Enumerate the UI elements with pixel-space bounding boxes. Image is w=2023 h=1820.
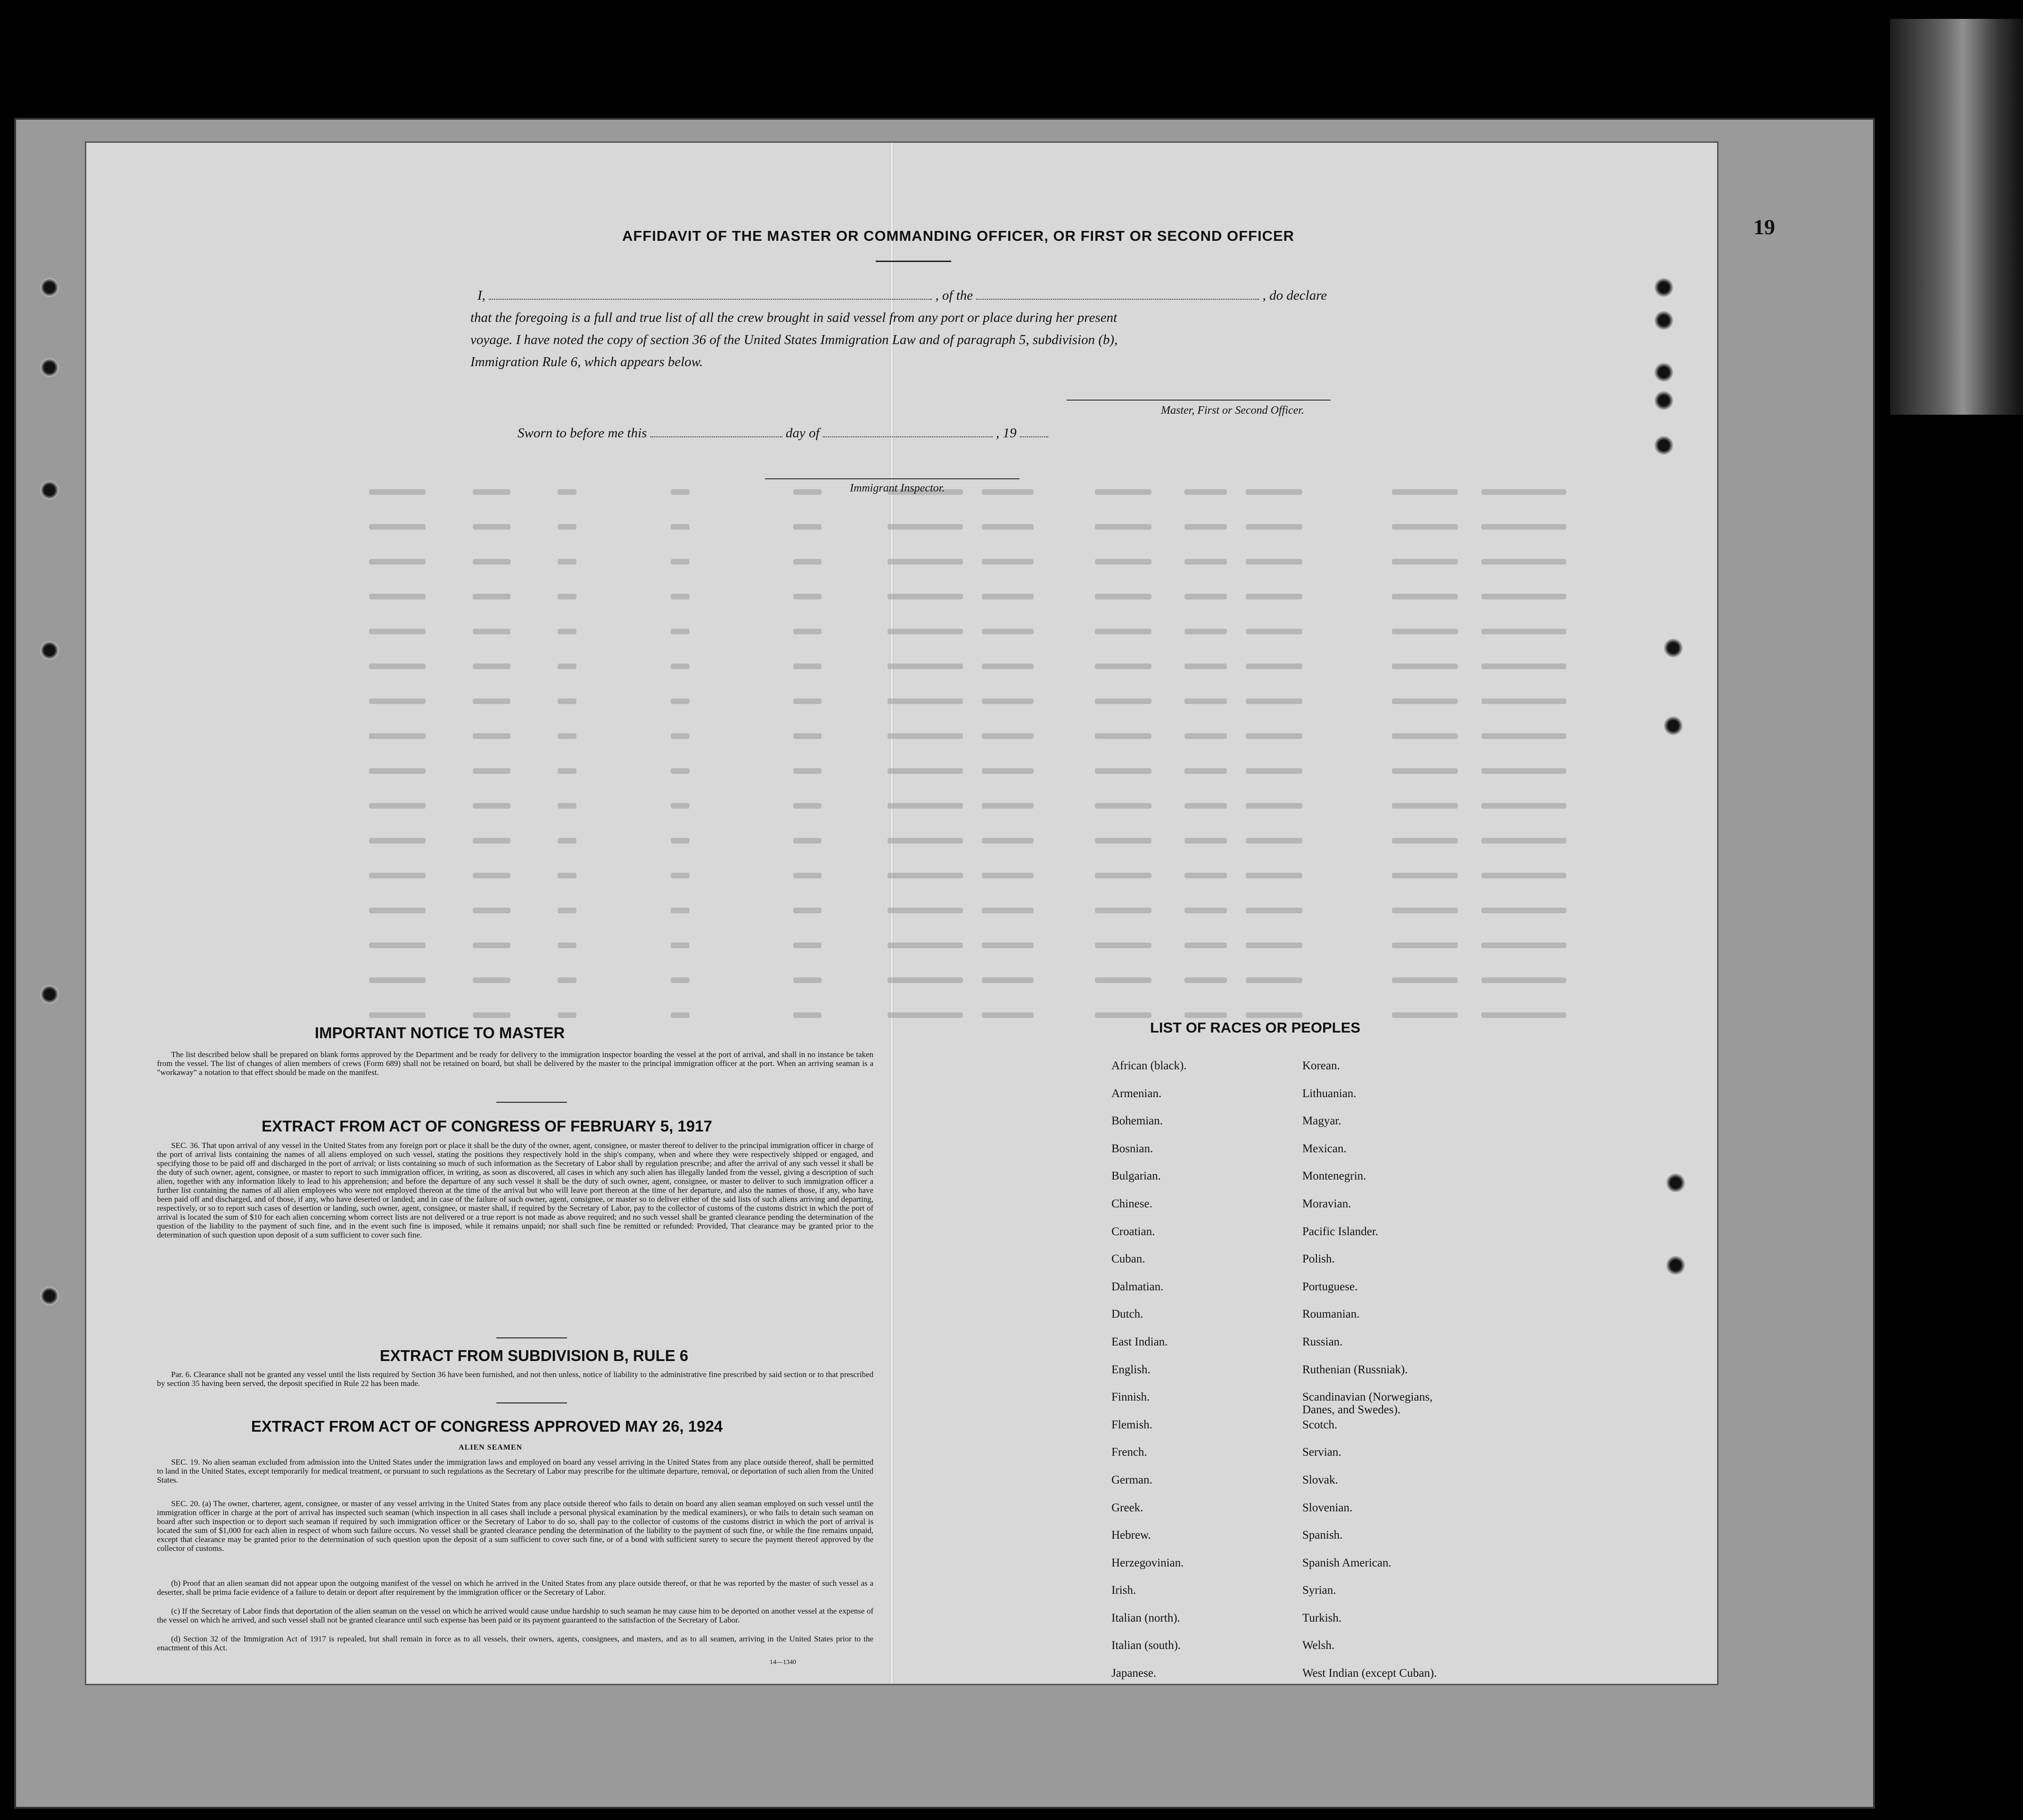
bleed-through-mark xyxy=(1184,594,1227,599)
bleed-through-mark xyxy=(1246,838,1302,844)
bleed-through-mark xyxy=(671,733,690,739)
race-item: African (black). xyxy=(1111,1059,1187,1072)
affidavit-of-the: , of the xyxy=(935,288,973,303)
binder-edge xyxy=(1890,19,2023,415)
notice-title: IMPORTANT NOTICE TO MASTER xyxy=(314,1024,565,1041)
bleed-through-mark xyxy=(1246,664,1302,669)
bleed-through-mark xyxy=(793,803,822,809)
bleed-through-mark xyxy=(1481,838,1566,844)
bleed-through-mark xyxy=(1095,559,1151,565)
bleed-through-mark xyxy=(888,977,963,983)
bleed-through-mark xyxy=(1095,1012,1151,1018)
bleed-through-mark xyxy=(1184,943,1227,948)
bleed-through-mark xyxy=(982,698,1034,704)
bleed-through-mark xyxy=(473,629,510,634)
bleed-through-mark xyxy=(671,524,690,530)
bleed-through-mark xyxy=(982,1012,1034,1018)
bleed-through-mark xyxy=(1481,803,1566,809)
sworn-month-blank xyxy=(823,436,993,437)
bleed-through-mark xyxy=(558,664,576,669)
bleed-through-mark xyxy=(473,733,510,739)
race-item: West Indian (except Cuban). xyxy=(1302,1667,1437,1680)
punch-hole xyxy=(1654,278,1673,297)
bleed-through-mark xyxy=(1481,594,1566,599)
bleed-through-mark xyxy=(1481,559,1566,565)
bleed-through-mark xyxy=(982,733,1034,739)
document-page xyxy=(85,141,1719,1685)
inspector-signature-line xyxy=(765,478,1020,479)
bleed-through-mark xyxy=(793,664,822,669)
bleed-through-mark xyxy=(1246,559,1302,565)
bleed-through-mark xyxy=(558,768,576,774)
race-item: Mexican. xyxy=(1302,1142,1347,1155)
extract-rule6-text: Par. 6. Clearance shall not be granted any vessel until the lists required by Section 36 have been furnished, and not then unless, notice of liability to the administrative fine prescribed by said section or to that prescribed by section 35 having been served, the deposit specified in Rule 22 has been made. xyxy=(157,1370,873,1388)
bleed-through-mark xyxy=(1095,768,1151,774)
bleed-through-mark xyxy=(1481,873,1566,878)
bleed-through-mark xyxy=(982,594,1034,599)
bleed-through-mark xyxy=(793,698,822,704)
race-item: Slovenian. xyxy=(1302,1501,1353,1514)
race-item: Syrian. xyxy=(1302,1584,1336,1597)
bleed-through-mark xyxy=(473,594,510,599)
bleed-through-mark xyxy=(558,838,576,844)
bleed-through-mark xyxy=(473,977,510,983)
race-item: Bulgarian. xyxy=(1111,1170,1161,1183)
bleed-through-mark xyxy=(1392,664,1458,669)
bleed-through-mark xyxy=(982,489,1034,495)
bleed-through-mark xyxy=(1095,594,1151,599)
bleed-through-mark xyxy=(1184,559,1227,565)
bleed-through-mark xyxy=(793,873,822,878)
bleed-through-mark xyxy=(1184,908,1227,913)
officer-caption: Master, First or Second Officer. xyxy=(1161,404,1304,417)
bleed-through-mark xyxy=(1184,524,1227,530)
race-item: Scandinavian (Norwegians, Danes, and Swedes). xyxy=(1302,1391,1433,1417)
bleed-through-mark xyxy=(1392,698,1458,704)
bleed-through-mark xyxy=(1481,1012,1566,1018)
bleed-through-mark xyxy=(671,768,690,774)
bleed-through-mark xyxy=(1481,629,1566,634)
sec-19-text: SEC. 19. No alien seaman excluded from admission into the United States under the immigration laws and employed on board any vessel arriving in the United States from any place outside thereof, shall be permitted to land in the United States, except temporarily for medical treatment, or pursuant to such regulations as the Secretary of Labor may prescribe for the ultimate departure, removal, or deportation of such alien from the United States. xyxy=(157,1458,873,1484)
bleed-through-mark xyxy=(1246,1012,1302,1018)
bleed-through-mark xyxy=(671,489,690,495)
title-rule xyxy=(876,261,951,262)
race-item: Korean. xyxy=(1302,1059,1340,1072)
race-item: Montenegrin. xyxy=(1302,1170,1366,1183)
affidavit-i: I, xyxy=(477,288,485,303)
bleed-through-mark xyxy=(1392,594,1458,599)
bleed-through-mark xyxy=(888,629,963,634)
bleed-through-mark xyxy=(1246,733,1302,739)
bleed-through-mark xyxy=(558,943,576,948)
race-item: Irish. xyxy=(1111,1584,1136,1597)
bleed-through-mark xyxy=(558,524,576,530)
bleed-through-mark xyxy=(1184,838,1227,844)
bleed-through-mark xyxy=(1246,489,1302,495)
bleed-through-mark xyxy=(888,594,963,599)
bleed-through-mark xyxy=(888,838,963,844)
bleed-through-mark xyxy=(1246,977,1302,983)
bleed-through-mark xyxy=(369,524,426,530)
bleed-through-mark xyxy=(473,559,510,565)
bleed-through-mark xyxy=(1095,977,1151,983)
bleed-through-mark xyxy=(888,698,963,704)
race-item: Armenian. xyxy=(1111,1087,1162,1100)
bleed-through-mark xyxy=(369,698,426,704)
bleed-through-mark xyxy=(1392,977,1458,983)
sec-20a-text: SEC. 20. (a) The owner, charterer, agent, consignee, or master of any vessel arriving in the United States from any place outside thereof who fails to detain on board any alien seaman employed on such vessel until the immigration officer in charge at the port of arrival has inspected such seaman (which inspection in all cases shall include a personal physical examination by the medical examiners), or who fails to detain such seaman on board after such inspection or to deport such seaman if required by such immigration officer or the Secretary of Labor to do so, shall pay to the collector of customs of the customs district in which the port of arrival is located the sum of $1,000 for each alien in respect of whom such failure occurs. No vessel shall be granted clearance pending the determination of the liability to the payment of such fine, or while the fine remains unpaid, except that clearance may be granted prior to the determination of such question upon the deposit of a sum sufficient to cover such fine, or of a bond with sufficient surety to secure the payment thereof approved by the collector of customs. xyxy=(157,1499,873,1553)
race-item: Polish. xyxy=(1302,1253,1335,1266)
bleed-through-mark xyxy=(671,977,690,983)
bleed-through-mark xyxy=(1246,908,1302,913)
bleed-through-mark xyxy=(1095,489,1151,495)
bleed-through-mark xyxy=(369,559,426,565)
bleed-through-mark xyxy=(1246,698,1302,704)
bleed-through-mark xyxy=(1095,524,1151,530)
bleed-through-mark xyxy=(982,629,1034,634)
race-item: East Indian. xyxy=(1111,1335,1168,1348)
form-number: 14—1340 xyxy=(770,1659,796,1666)
race-item: Herzegovinian. xyxy=(1111,1556,1184,1569)
race-item: Welsh. xyxy=(1302,1639,1335,1652)
bleed-through-mark xyxy=(1392,943,1458,948)
race-item: French. xyxy=(1111,1446,1147,1459)
bleed-through-mark xyxy=(1392,489,1458,495)
bleed-through-mark xyxy=(671,803,690,809)
bleed-through-mark xyxy=(369,594,426,599)
punch-hole xyxy=(40,481,59,500)
bleed-through-mark xyxy=(793,629,822,634)
bleed-through-mark xyxy=(671,664,690,669)
race-item: Croatian. xyxy=(1111,1225,1155,1238)
bleed-through-mark xyxy=(369,977,426,983)
bleed-through-mark xyxy=(369,768,426,774)
bleed-through-mark xyxy=(473,838,510,844)
sworn-text: Sworn to before me this xyxy=(518,426,647,441)
race-item: German. xyxy=(1111,1473,1152,1486)
affidavit-line-2: that the foregoing is a full and true list of all the crew brought in said vessel from any port or place during her present xyxy=(470,310,1118,325)
bleed-through-mark xyxy=(558,698,576,704)
bleed-through-mark xyxy=(473,1012,510,1018)
bleed-through-mark xyxy=(671,559,690,565)
punch-hole xyxy=(1654,391,1673,410)
bleed-through-mark xyxy=(473,489,510,495)
bleed-through-mark xyxy=(1184,629,1227,634)
bleed-through-mark xyxy=(558,977,576,983)
bleed-through-mark xyxy=(1246,803,1302,809)
punch-hole xyxy=(1654,363,1673,382)
bleed-through-mark xyxy=(1481,943,1566,948)
bleed-through-mark xyxy=(1095,943,1151,948)
race-item: Lithuanian. xyxy=(1302,1087,1357,1100)
bleed-through-mark xyxy=(1392,559,1458,565)
bleed-through-mark xyxy=(1184,733,1227,739)
inspector-caption: Immigrant Inspector. xyxy=(850,482,945,494)
bleed-through-mark xyxy=(982,559,1034,565)
race-item: Bosnian. xyxy=(1111,1142,1153,1155)
bleed-through-mark xyxy=(1481,489,1566,495)
bleed-through-mark xyxy=(369,873,426,878)
affidavit-line-4: Immigration Rule 6, which appears below. xyxy=(470,354,703,369)
bleed-through-mark xyxy=(558,629,576,634)
bleed-through-mark xyxy=(1246,873,1302,878)
sworn-year-blank xyxy=(1020,436,1048,437)
bleed-through-mark xyxy=(671,629,690,634)
race-item: Flemish. xyxy=(1111,1418,1152,1431)
race-item: Slovak. xyxy=(1302,1473,1338,1486)
bleed-through-mark xyxy=(1481,733,1566,739)
bleed-through-mark xyxy=(888,873,963,878)
extract-rule6-rule xyxy=(496,1402,567,1403)
bleed-through-mark xyxy=(793,977,822,983)
bleed-through-mark xyxy=(982,524,1034,530)
bleed-through-mark xyxy=(1392,838,1458,844)
bleed-through-mark xyxy=(1246,943,1302,948)
bleed-through-mark xyxy=(1392,1012,1458,1018)
punch-hole xyxy=(1654,311,1673,330)
bleed-through-mark xyxy=(1481,698,1566,704)
bleed-through-mark xyxy=(558,908,576,913)
bleed-through-mark xyxy=(1392,524,1458,530)
bleed-through-mark xyxy=(982,768,1034,774)
race-item: Bohemian. xyxy=(1111,1115,1163,1128)
race-item: Scotch. xyxy=(1302,1418,1338,1431)
extract-1917-text: SEC. 36. That upon arrival of any vessel in the United States from any foreign port or place it shall be the duty of the owner, agent, consignee, or master thereof to deliver to the principal immigration officer in charge of the port of arrival lists containing the names of all aliens employed on such vessel, stating the positions they respectively hold in the ship's company, when and where they were respectively shipped or engaged, and specifying those to be paid off and discharged in the port of arrival; or lists containing so much of such information as the Secretary of Labor shall by regulation prescribe; and after the arrival of any such vessel it shall be the duty of such owner, agent, consignee, or master to report to such immigration officer, in writing, as soon as discovered, all cases in which any such alien has illegally landed from the vessel, giving a description of such alien, together with any information likely to lead to his apprehension; and before the departure of any such vessel it shall be the duty of such owner, agent, consignee, or master to deliver to such immigration officer a further list containing the names of all alien employees who were not employed thereon at the time of the arrival but who will leave port thereon at the time of her departure, and also the names of those, if any, who have been paid off and discharged, and of those, if any, who have deserted or landed; and in case of the failure of such owner, agent, consignee, or master so to deliver either of the said lists of such aliens arriving and departing, respectively, or so to report such cases of desertion or landing, such owner, agent, consignee, or master shall, if required by the Secretary of Labor, pay to the collector of customs of the customs district in which the port of arrival is located the sum of $10 for each alien concerning whom correct lists are not delivered or a true report is not made as above required; and no such vessel shall be granted clearance pending the determination of the question of the liability to the payment of such fine, and in the event such fine is imposed, while it remains unpaid; nor shall such fine be remitted or refunded: Provided, That clearance may be granted prior to the determination of such question upon deposit of a sum sufficient to cover such fine. xyxy=(157,1141,873,1239)
races-right-column xyxy=(1302,1059,1437,1685)
punch-hole xyxy=(40,641,59,660)
bleed-through-mark xyxy=(793,559,822,565)
bleed-through-mark xyxy=(1246,768,1302,774)
race-item: Dutch. xyxy=(1111,1308,1143,1321)
bleed-through-mark xyxy=(982,908,1034,913)
bleed-through-mark xyxy=(1095,698,1151,704)
bleed-through-mark xyxy=(473,943,510,948)
extract-1917-rule xyxy=(496,1337,567,1338)
bleed-through-mark xyxy=(369,838,426,844)
race-item: Roumanian. xyxy=(1302,1308,1360,1321)
punch-hole xyxy=(40,1287,59,1305)
page-fold xyxy=(890,143,894,1684)
bleed-through-mark xyxy=(558,733,576,739)
bleed-through-mark xyxy=(473,908,510,913)
races-title: LIST OF RACES OR PEOPLES xyxy=(1150,1019,1361,1036)
bleed-through-mark xyxy=(1392,768,1458,774)
race-item: Turkish. xyxy=(1302,1611,1342,1624)
punch-hole xyxy=(1664,639,1683,657)
sworn-day-of: day of xyxy=(785,426,820,441)
race-item: Magyar. xyxy=(1302,1115,1341,1128)
bleed-through-mark xyxy=(888,1012,963,1018)
bleed-through-mark xyxy=(369,489,426,495)
bleed-through-mark xyxy=(982,943,1034,948)
bleed-through-mark xyxy=(369,733,426,739)
bleed-through-mark xyxy=(982,803,1034,809)
bleed-through-mark xyxy=(1246,524,1302,530)
punch-hole xyxy=(1664,716,1683,735)
bleed-through-mark xyxy=(888,803,963,809)
bleed-through-mark xyxy=(369,803,426,809)
bleed-through-mark xyxy=(793,594,822,599)
bleed-through-mark xyxy=(1392,908,1458,913)
bleed-through-mark xyxy=(1095,908,1151,913)
race-item: Portuguese. xyxy=(1302,1280,1358,1293)
bleed-through-mark xyxy=(1184,977,1227,983)
race-item: Italian (south). xyxy=(1111,1639,1181,1652)
punch-hole xyxy=(40,985,59,1004)
bleed-through-mark xyxy=(369,664,426,669)
bleed-through-mark xyxy=(473,803,510,809)
bleed-through-mark xyxy=(1095,629,1151,634)
bleed-through-mark xyxy=(982,873,1034,878)
bleed-through-mark xyxy=(1095,664,1151,669)
bleed-through-mark xyxy=(1095,873,1151,878)
bleed-through-mark xyxy=(888,733,963,739)
bleed-through-mark xyxy=(793,1012,822,1018)
sworn-year: , 19 xyxy=(996,426,1017,441)
bleed-through-mark xyxy=(1095,733,1151,739)
bleed-through-mark xyxy=(1392,873,1458,878)
bleed-through-mark xyxy=(1481,664,1566,669)
bleed-through-mark xyxy=(1246,594,1302,599)
punch-hole xyxy=(1654,436,1673,455)
extract-1917-title: EXTRACT FROM ACT OF CONGRESS OF FEBRUARY 5, 1917 xyxy=(262,1117,712,1135)
punch-hole xyxy=(1666,1173,1685,1192)
bleed-through-mark xyxy=(982,838,1034,844)
bleed-through-mark xyxy=(1481,524,1566,530)
sworn-day-blank xyxy=(650,436,782,437)
bleed-through-mark xyxy=(473,664,510,669)
bleed-through-mark xyxy=(671,908,690,913)
extract-1924-title: EXTRACT FROM ACT OF CONGRESS APPROVED MAY 26, 1924 xyxy=(251,1418,723,1435)
bleed-through-mark xyxy=(888,664,963,669)
bleed-through-mark xyxy=(793,524,822,530)
race-item: Ruthenian (Russniak). xyxy=(1302,1363,1408,1376)
bleed-through-mark xyxy=(369,943,426,948)
bleed-through-mark xyxy=(558,559,576,565)
race-item: Italian (north). xyxy=(1111,1611,1180,1624)
bleed-through-mark xyxy=(888,908,963,913)
bleed-through-mark xyxy=(982,977,1034,983)
bleed-through-mark xyxy=(369,629,426,634)
race-item: Pacific Islander. xyxy=(1302,1225,1379,1238)
race-item: Chinese. xyxy=(1111,1197,1152,1210)
affidavit-line-3: voyage. I have noted the copy of section 36 of the United States Immigration Law and of paragraph 5, subdivision (b), xyxy=(470,332,1118,347)
punch-hole xyxy=(1666,1256,1685,1275)
bleed-through-mark xyxy=(1481,768,1566,774)
bleed-through-mark xyxy=(558,489,576,495)
bleed-through-mark xyxy=(558,803,576,809)
bleed-through-mark xyxy=(671,594,690,599)
punch-hole xyxy=(40,278,59,297)
affidavit-declare: , do declare xyxy=(1262,288,1327,303)
race-item: Japanese. xyxy=(1111,1667,1157,1680)
bleed-through-mark xyxy=(369,1012,426,1018)
bleed-through-mark xyxy=(671,1012,690,1018)
bleed-through-mark xyxy=(1392,629,1458,634)
bleed-through-mark xyxy=(473,873,510,878)
race-item: Russian. xyxy=(1302,1335,1343,1348)
bleed-through-mark xyxy=(1246,629,1302,634)
alien-seamen-caption: ALIEN SEAMEN xyxy=(459,1443,523,1451)
affidavit-line-1 xyxy=(477,288,1364,303)
bleed-through-mark xyxy=(671,698,690,704)
bleed-through-mark xyxy=(1095,838,1151,844)
punch-hole xyxy=(40,358,59,377)
bleed-through-mark xyxy=(793,838,822,844)
bleed-through-mark xyxy=(671,943,690,948)
bleed-through-mark xyxy=(558,594,576,599)
bleed-through-mark xyxy=(473,524,510,530)
bleed-through-mark xyxy=(888,559,963,565)
bleed-through-mark xyxy=(982,664,1034,669)
bleed-through-mark xyxy=(1392,803,1458,809)
sec-20c-text: (c) If the Secretary of Labor finds that deportation of the alien seaman on the vessel on which he arrived would cause undue hardship to such seaman he may cause him to be deported on another vessel at the expense of the vessel on which he arrived, and such vessel shall not be granted clearance until such expense has been paid or its payment guaranteed to the satisfaction of the Secretary of Labor. xyxy=(157,1607,873,1624)
bleed-through-mark xyxy=(793,908,822,913)
bleed-through-mark xyxy=(1184,803,1227,809)
race-item: Hebrew. xyxy=(1111,1529,1151,1542)
vessel-blank xyxy=(976,299,1259,300)
bleed-through-mark xyxy=(793,768,822,774)
bleed-through-mark xyxy=(1095,803,1151,809)
race-item: Spanish American. xyxy=(1302,1556,1391,1569)
bleed-through-mark xyxy=(1481,977,1566,983)
bleed-through-mark xyxy=(1184,768,1227,774)
bleed-through-mark xyxy=(473,698,510,704)
sworn-line xyxy=(518,426,1048,441)
race-item: Moravian. xyxy=(1302,1197,1351,1210)
race-item: Greek. xyxy=(1111,1501,1143,1514)
race-item: English. xyxy=(1111,1363,1151,1376)
page-number: 19 xyxy=(1753,215,1775,239)
bleed-through-mark xyxy=(671,838,690,844)
race-item: Cuban. xyxy=(1111,1253,1145,1266)
bleed-through-mark xyxy=(558,1012,576,1018)
race-item: Servian. xyxy=(1302,1446,1341,1459)
bleed-through-mark xyxy=(1184,489,1227,495)
bleed-through-mark xyxy=(888,768,963,774)
bleed-through-mark xyxy=(888,943,963,948)
bleed-through-mark xyxy=(1184,664,1227,669)
sec-20d-text: (d) Section 32 of the Immigration Act of 1917 is repealed, but shall remain in force as to all vessels, their owners, agents, consignees, and masters, and as to all seamen, arriving in the United States prior to the enactment of this Act. xyxy=(157,1634,873,1652)
bleed-through-mark xyxy=(1184,698,1227,704)
bleed-through-mark xyxy=(558,873,576,878)
sec-20b-text: (b) Proof that an alien seaman did not appear upon the outgoing manifest of the vessel on which he arrived in the United States from any place outside thereof, or that he was reported by the master of such vessel as a deserter, shall be prima facie evidence of a failure to detain or deport after requirement by the immigration officer or the Secretary of Labor. xyxy=(157,1579,873,1597)
bleed-through-mark xyxy=(793,489,822,495)
bleed-through-mark xyxy=(793,733,822,739)
race-item: Spanish. xyxy=(1302,1529,1343,1542)
notice-rule xyxy=(496,1102,567,1103)
bleed-through-mark xyxy=(671,873,690,878)
races-left-column xyxy=(1111,1059,1187,1685)
officer-signature-line xyxy=(1067,400,1331,401)
affidavit-title: AFFIDAVIT OF THE MASTER OR COMMANDING OFFICER, OR FIRST OR SECOND OFFICER xyxy=(622,228,1295,244)
name-blank xyxy=(489,299,932,300)
bleed-through-mark xyxy=(473,768,510,774)
bleed-through-mark xyxy=(1392,733,1458,739)
race-item: Dalmatian. xyxy=(1111,1280,1164,1293)
extract-rule6-title: EXTRACT FROM SUBDIVISION B, RULE 6 xyxy=(379,1347,689,1364)
race-item: Finnish. xyxy=(1111,1391,1150,1404)
bleed-through-mark xyxy=(888,524,963,530)
notice-text: The list described below shall be prepared on blank forms approved by the Department and be ready for delivery to the immigration inspector boarding the vessel at the port of arrival, and shall in no instance be taken from the vessel. The list of changes of alien members of crews (Form 689) shall not be retained on board, but shall be delivered by the master to the principal immigration officer at the port. When an arriving seaman is a "workaway" a notation to that effect should be made on the manifest. xyxy=(157,1050,873,1077)
bleed-through-mark xyxy=(1184,873,1227,878)
bleed-through-mark xyxy=(1184,1012,1227,1018)
bleed-through-mark xyxy=(1481,908,1566,913)
bleed-through-mark xyxy=(369,908,426,913)
bleed-through-mark xyxy=(793,943,822,948)
